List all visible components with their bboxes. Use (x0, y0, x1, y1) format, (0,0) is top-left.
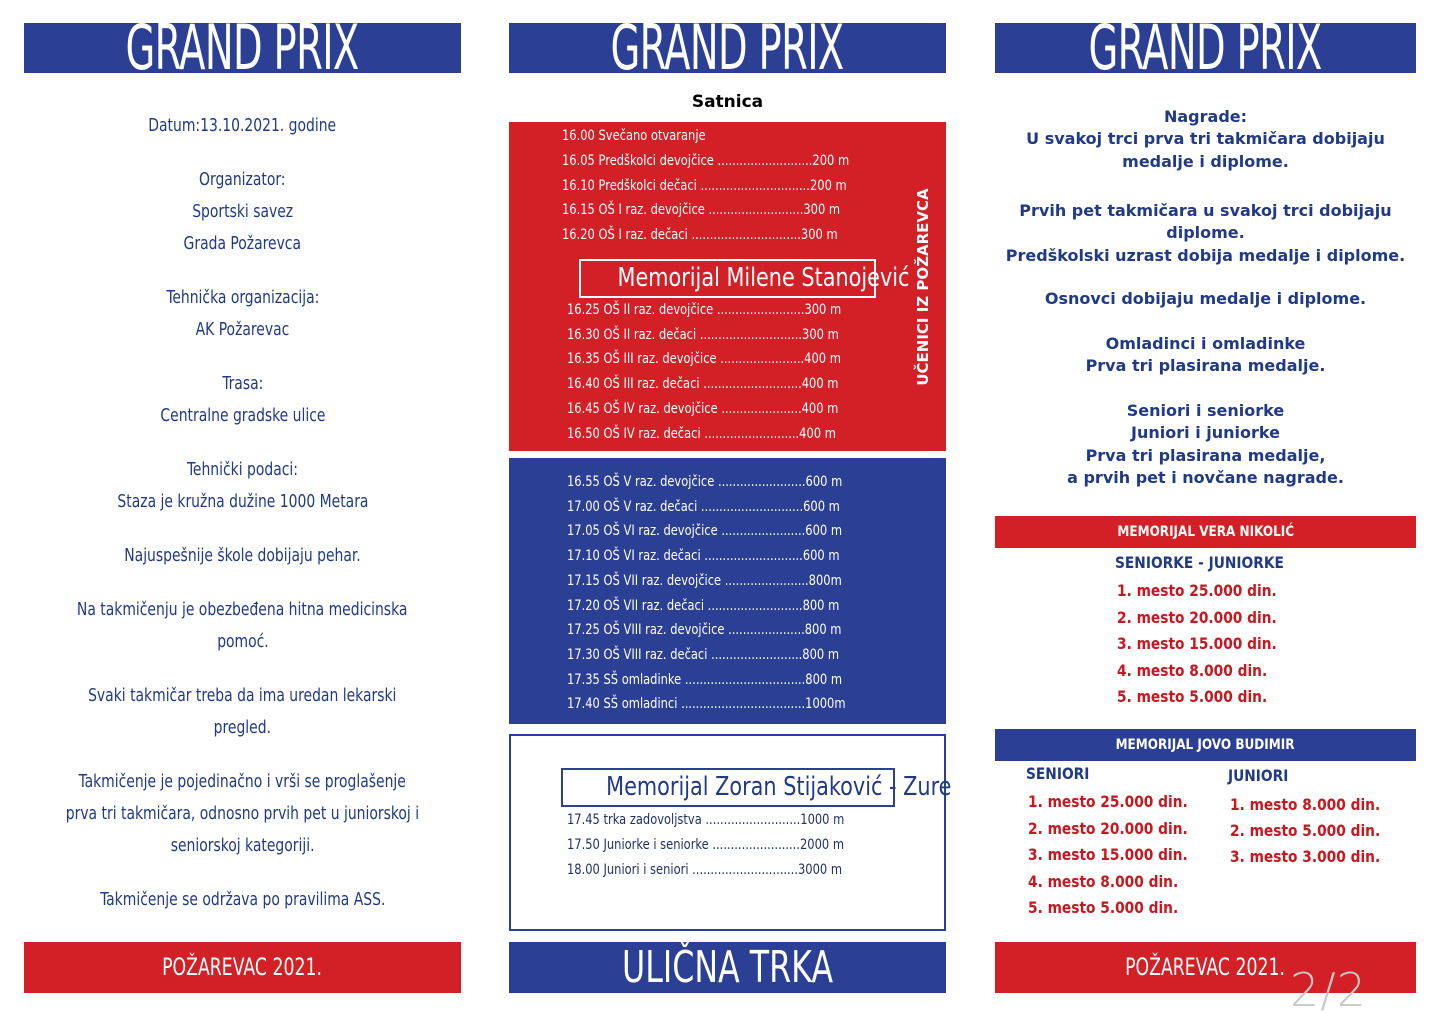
schedule-row: 16.35 OŠ III raz. devojčice .......................400 m (567, 351, 841, 368)
award-line: Osnovci dobijaju medalje i diplome. (1044, 289, 1367, 308)
schedule-row: 16.15 OŠ I raz. devojčice ..........................300 m (562, 202, 841, 219)
schedule-row: 17.40 SŠ omladinci ..................................1000m (567, 696, 846, 713)
info-line: prva tri takmičara, odnosno prvih pet u juniorskoj i (65, 803, 420, 824)
award-line: Nagrade: (1163, 107, 1248, 126)
info-paragraph (24, 680, 461, 744)
vertical-label: UČENICI IZ POŽAREVCA (914, 187, 932, 386)
footer-left: POŽAREVAC 2021. (24, 942, 461, 993)
page-title: GRAND PRIX (125, 11, 360, 84)
info-line: seniorskoj kategoriji. (170, 835, 315, 856)
schedule-row: 16.40 OŠ III raz. dečaci ...........................400 m (567, 376, 839, 393)
info-line: Svaki takmičar treba da ima uredan lekarski (88, 685, 397, 706)
schedule-heading: Satnica (691, 92, 764, 112)
prize-line: 4. mesto 8.000 din. (1028, 871, 1179, 891)
award-line: U svakoj trci prva tri takmičara dobijaju (1026, 129, 1385, 149)
seniori-label: SENIORI (1026, 764, 1090, 783)
info-line: Organizator: (199, 169, 286, 190)
prize-line: 3. mesto 15.000 din. (1028, 845, 1188, 864)
info-line: pregled. (213, 717, 272, 738)
schedule-row: 16.10 Predškolci dečaci ..............................200 m (562, 177, 847, 194)
prize-line: 1. mesto 25.000 din. (1117, 581, 1277, 600)
award-line: a prvih pet i novčane nagrade. (1067, 467, 1344, 487)
schedule-row: 17.00 OŠ V raz. dečaci ............................600 m (567, 498, 840, 515)
prize-line: 4. mesto 8.000 din. (1117, 660, 1268, 680)
info-column (24, 110, 461, 938)
info-paragraph (24, 454, 461, 518)
title-band-right (995, 11, 1416, 84)
schedule-row: 17.15 OŠ VII raz. devojčice .......................800m (567, 572, 842, 589)
schedule-row: 16.25 OŠ II raz. devojčice ........................300 m (567, 302, 842, 318)
schedule-row: 17.20 OŠ VII raz. dečaci ..........................800 m (567, 597, 840, 614)
award-line: Seniori i seniorke (1126, 401, 1285, 420)
schedule-row: 16.45 OŠ IV raz. devojčice ......................400 m (567, 400, 839, 417)
memorial-zoran-box: Memorijal Zoran Stijaković - Zure (561, 768, 895, 807)
page-indicator: 2/2 (1290, 963, 1368, 1017)
info-paragraph (24, 368, 461, 432)
prize-line: 1. mesto 25.000 din. (1028, 792, 1188, 811)
info-paragraph (24, 164, 461, 260)
prize-line: 1. mesto 8.000 din. (1230, 795, 1381, 814)
page-title: GRAND PRIX (610, 11, 845, 84)
info-line: Grada Požarevca (183, 233, 302, 254)
memorial-milene-box: Memorijal Milene Stanojević (579, 259, 876, 298)
page-title: GRAND PRIX (1088, 11, 1323, 84)
schedule-row: 16.00 Svečano otvaranje (562, 128, 706, 144)
schedule-row: 17.50 Juniorke i seniorke ........................2000 m (567, 837, 845, 853)
prize-line: 3. mesto 15.000 din. (1117, 634, 1277, 653)
info-line: Trasa: (222, 373, 263, 394)
info-line: Na takmičenju je obezbeđena hitna medicinska (77, 599, 408, 620)
schedule-row: 16.05 Predškolci devojčice ..........................200 m (562, 152, 850, 169)
schedule-row: 16.30 OŠ II raz. dečaci ............................300 m (567, 326, 839, 343)
info-line: Takmičenje se održava po pravilima ASS. (99, 889, 386, 910)
award-line: Prva tri plasirana medalje. (1085, 356, 1326, 376)
schedule-row: 17.05 OŠ VI raz. devojčice .......................600 m (567, 523, 843, 540)
schedule-row: 17.35 SŠ omladinke .................................800 m (567, 671, 843, 688)
info-line: pomoć. (216, 631, 269, 652)
info-line: Takmičenje je pojedinačno i vrši se proglašenje (78, 771, 407, 792)
info-line: Staza je kružna dužine 1000 Metara (116, 491, 369, 512)
info-paragraph (24, 884, 461, 916)
award-line: Predškolski uzrast dobija medalje i diplome. (1005, 246, 1406, 265)
footer-middle: ULIČNA TRKA (509, 942, 946, 993)
schedule-row: 16.20 OŠ I raz. dečaci ..............................300 m (562, 227, 838, 244)
info-line: Sportski savez (192, 201, 293, 222)
footer-right: POŽAREVAC 2021. (995, 942, 1416, 993)
vera-category: SENIORKE - JUNIORKE (1115, 553, 1284, 572)
schedule-row: 16.50 OŠ IV raz. dečaci ..........................400 m (567, 425, 836, 442)
info-paragraph (24, 110, 461, 142)
info-paragraph (24, 594, 461, 658)
info-line: Datum:13.10.2021. godine (148, 115, 337, 136)
info-line: Najuspešnije škole dobijaju pehar. (124, 545, 361, 566)
prize-line: 2. mesto 20.000 din. (1117, 607, 1277, 627)
prize-line: 2. mesto 20.000 din. (1028, 818, 1188, 838)
info-paragraph (24, 766, 461, 862)
schedule-row: 16.55 OŠ V raz. devojčice ........................600 m (567, 474, 843, 490)
title-band-middle (509, 11, 946, 84)
schedule-row: 17.30 OŠ VIII raz. dečaci .........................800 m (567, 646, 840, 663)
memorial-jovo-band: MEMORIJAL JOVO BUDIMIR (995, 729, 1416, 761)
memorial-vera-band: MEMORIJAL VERA NIKOLIĆ (995, 516, 1416, 548)
schedule-row: 17.25 OŠ VIII raz. devojčice .....................800 m (567, 622, 842, 639)
schedule-row: 18.00 Juniori i seniori .............................3000 m (567, 862, 843, 878)
prize-line: 2. mesto 5.000 din. (1230, 821, 1381, 840)
schedule-row: 17.10 OŠ VI raz. dečaci ...........................600 m (567, 548, 840, 565)
schedule-row: 17.45 trka zadovoljstva ..........................1000 m (567, 812, 845, 828)
award-line: Prva tri plasirana medalje, (1085, 445, 1326, 465)
award-line: Omladinci i omladinke (1105, 334, 1306, 353)
info-paragraph (24, 540, 461, 572)
award-line: medalje i diplome. (1122, 151, 1289, 171)
juniori-label: JUNIORI (1228, 766, 1289, 785)
info-line: AK Požarevac (195, 319, 290, 340)
prize-line: 3. mesto 3.000 din. (1230, 847, 1381, 866)
prize-line: 5. mesto 5.000 din. (1028, 898, 1179, 917)
info-line: Tehnička organizacija: (166, 287, 319, 308)
info-paragraph (24, 282, 461, 346)
schedule-white-panel (509, 734, 946, 931)
prize-line: 5. mesto 5.000 din. (1117, 687, 1268, 706)
award-line: Prvih pet takmičara u svakoj trci dobijaju diplome. (1019, 201, 1392, 242)
info-line: Tehnički podaci: (187, 459, 298, 480)
title-band-left (24, 11, 461, 84)
award-line: Juniori i juniorke (1131, 423, 1280, 443)
info-line: Centralne gradske ulice (159, 405, 326, 426)
